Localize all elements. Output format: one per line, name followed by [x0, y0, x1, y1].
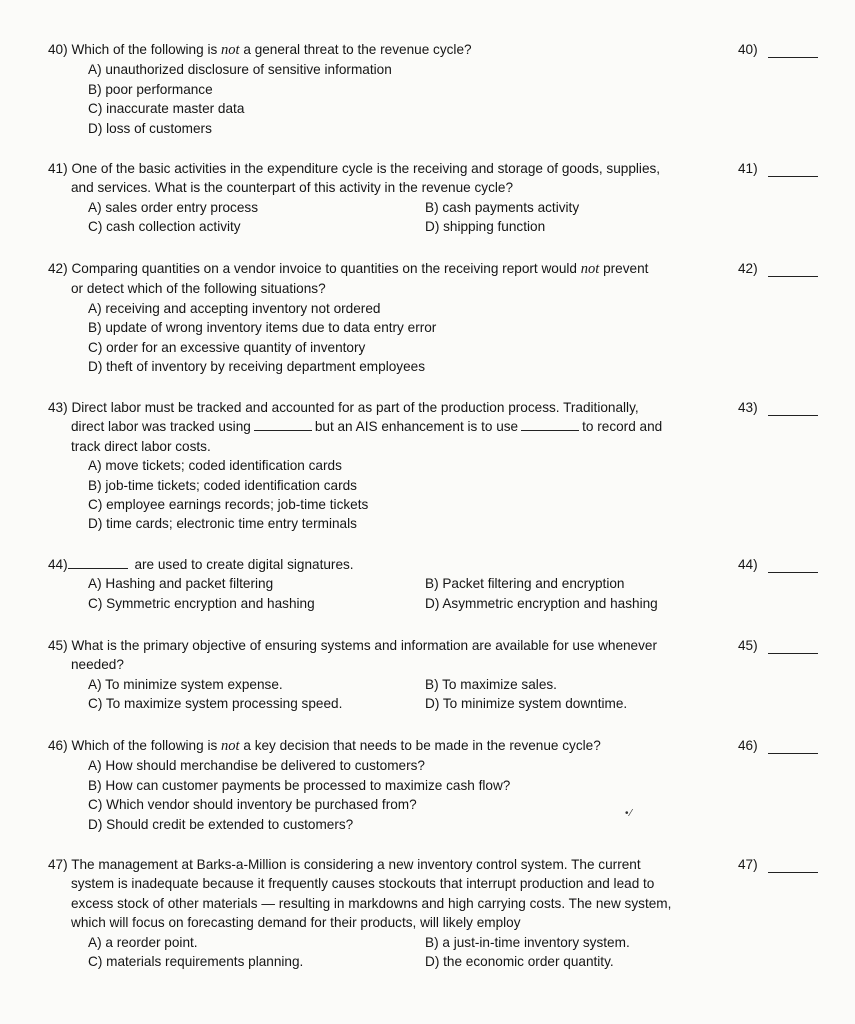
option-c: C) To maximize system processing speed. — [88, 696, 343, 712]
fill-in-blank — [254, 418, 312, 431]
stem-continuation: or detect which of the following situations? — [71, 281, 326, 297]
answer-label: 42) — [738, 261, 758, 276]
answer-blank[interactable] — [768, 753, 818, 754]
option-a: A) a reorder point. — [88, 934, 198, 950]
question-number: 42) — [48, 261, 68, 276]
option-row — [48, 574, 838, 593]
option-row — [48, 594, 838, 613]
answer-blank[interactable] — [768, 276, 818, 277]
stem-continuation: which will focus on forecasting demand for their products, will likely employ — [71, 915, 521, 931]
question-stem: 41) One of the basic activities in the expenditure cycle is the receiving and storage of goods, supplies, — [48, 161, 661, 176]
question-number: 45) — [48, 638, 68, 653]
question-stem: 47) The management at Barks-a-Million is considering a new inventory control system. The current — [48, 857, 641, 872]
question-number: 46) — [48, 738, 68, 753]
answer-label: 46) — [738, 738, 758, 753]
question-42 — [48, 259, 838, 376]
option-c: C) Symmetric encryption and hashing — [88, 595, 315, 611]
option-row — [48, 952, 838, 971]
option-row — [48, 217, 838, 236]
option-a: A) sales order entry process — [88, 199, 258, 215]
question-43 — [48, 398, 838, 534]
emphasis-not: not — [221, 738, 240, 754]
option-b: B) How can customer payments be processed to maximize cash flow? — [88, 777, 511, 793]
question-number: 44) — [48, 557, 68, 572]
option-d: D) Should credit be extended to customers? — [88, 816, 354, 832]
fill-in-blank — [521, 418, 579, 431]
question-stem: 40) Which of the following is not a general threat to the revenue cycle? — [48, 42, 472, 58]
scan-speck-mark: • ⁄ — [625, 808, 632, 819]
question-stem: 42) Comparing quantities on a vendor invoice to quantities on the receiving report would not prevent — [48, 261, 649, 277]
stem-continuation: direct labor was tracked using but an AIS enhancement is to use to record and — [71, 419, 663, 435]
answer-blank[interactable] — [768, 415, 818, 416]
option-d: D) shipping function — [425, 219, 546, 235]
stem-continuation: needed? — [71, 657, 124, 673]
answer-slot-46[interactable] — [738, 736, 758, 755]
option-a: A) receiving and accepting inventory not ordered — [88, 300, 381, 316]
question-40 — [48, 40, 838, 138]
emphasis-not: not — [221, 42, 240, 58]
answer-slot-45[interactable] — [738, 636, 758, 655]
answer-blank[interactable] — [768, 57, 818, 58]
option-a: A) Hashing and packet filtering — [88, 576, 274, 592]
option-c: C) order for an excessive quantity of inventory — [88, 339, 366, 355]
option-b: B) Packet filtering and encryption — [425, 576, 625, 592]
answer-blank[interactable] — [768, 572, 818, 573]
question-45 — [48, 636, 838, 714]
option-row — [48, 694, 838, 713]
option-b: B) cash payments activity — [425, 199, 580, 215]
option-d: D) theft of inventory by receiving department employees — [88, 359, 425, 375]
option-b: B) poor performance — [88, 81, 213, 97]
option-c: C) materials requirements planning. — [88, 954, 304, 970]
option-a: A) move tickets; coded identification cards — [88, 458, 342, 474]
question-number: 40) — [48, 42, 68, 57]
answer-slot-42[interactable] — [738, 259, 758, 278]
option-d: D) Asymmetric encryption and hashing — [425, 595, 658, 611]
answer-label: 44) — [738, 557, 758, 572]
option-c: C) inaccurate master data — [88, 101, 245, 117]
option-c: C) cash collection activity — [88, 219, 241, 235]
question-number: 47) — [48, 857, 68, 872]
answer-slot-41[interactable] — [738, 159, 758, 178]
option-row — [48, 675, 838, 694]
answer-label: 40) — [738, 42, 758, 57]
question-41 — [48, 159, 838, 237]
answer-slot-44[interactable] — [738, 555, 758, 574]
answer-slot-43[interactable] — [738, 398, 758, 417]
question-number: 43) — [48, 400, 68, 415]
option-row — [48, 198, 838, 217]
emphasis-not: not — [580, 261, 600, 277]
answer-label: 43) — [738, 400, 758, 415]
question-46 — [48, 736, 838, 834]
stem-continuation: track direct labor costs. — [71, 438, 211, 454]
answer-label: 41) — [738, 161, 758, 176]
option-d: D) time cards; electronic time entry terminals — [88, 516, 357, 532]
question-stem: 45) What is the primary objective of ensuring systems and information are available for use whenever — [48, 638, 658, 653]
question-stem: 46) Which of the following is not a key decision that needs to be made in the revenue cycle? — [48, 738, 601, 754]
option-a: A) To minimize system expense. — [88, 676, 283, 692]
option-row — [48, 933, 838, 952]
option-b: B) a just-in-time inventory system. — [425, 934, 630, 950]
option-b: B) update of wrong inventory items due to data entry error — [88, 320, 437, 336]
stem-continuation: and services. What is the counterpart of this activity in the revenue cycle? — [71, 180, 514, 196]
option-d: D) To minimize system downtime. — [425, 696, 628, 712]
answer-blank[interactable] — [768, 872, 818, 873]
option-c: C) employee earnings records; job-time tickets — [88, 497, 369, 513]
question-stem: 44) are used to create digital signatures. — [48, 557, 354, 572]
question-stem: 43) Direct labor must be tracked and accounted for as part of the production process. Traditionally, — [48, 400, 639, 415]
option-d: D) loss of customers — [88, 120, 212, 136]
option-b: B) job-time tickets; coded identification cards — [88, 477, 357, 493]
answer-slot-40[interactable] — [738, 40, 758, 59]
answer-label: 45) — [738, 638, 758, 653]
stem-continuation: system is inadequate because it frequently causes stockouts that interrupt production and lead to — [71, 876, 655, 892]
question-number: 41) — [48, 161, 68, 176]
option-b: B) To maximize sales. — [425, 676, 557, 692]
stem-continuation: excess stock of other materials — resulting in markdowns and high carrying costs. The new system, — [71, 895, 672, 911]
option-a: A) unauthorized disclosure of sensitive information — [88, 62, 392, 78]
fill-in-blank — [68, 556, 128, 569]
answer-slot-47[interactable] — [738, 855, 758, 874]
answer-blank[interactable] — [768, 653, 818, 654]
question-47 — [48, 855, 838, 971]
option-c: C) Which vendor should inventory be purchased from? — [88, 797, 417, 813]
answer-label: 47) — [738, 857, 758, 872]
question-44 — [48, 555, 838, 613]
option-d: D) the economic order quantity. — [425, 954, 614, 970]
option-a: A) How should merchandise be delivered to customers? — [88, 758, 425, 774]
answer-blank[interactable] — [768, 176, 818, 177]
